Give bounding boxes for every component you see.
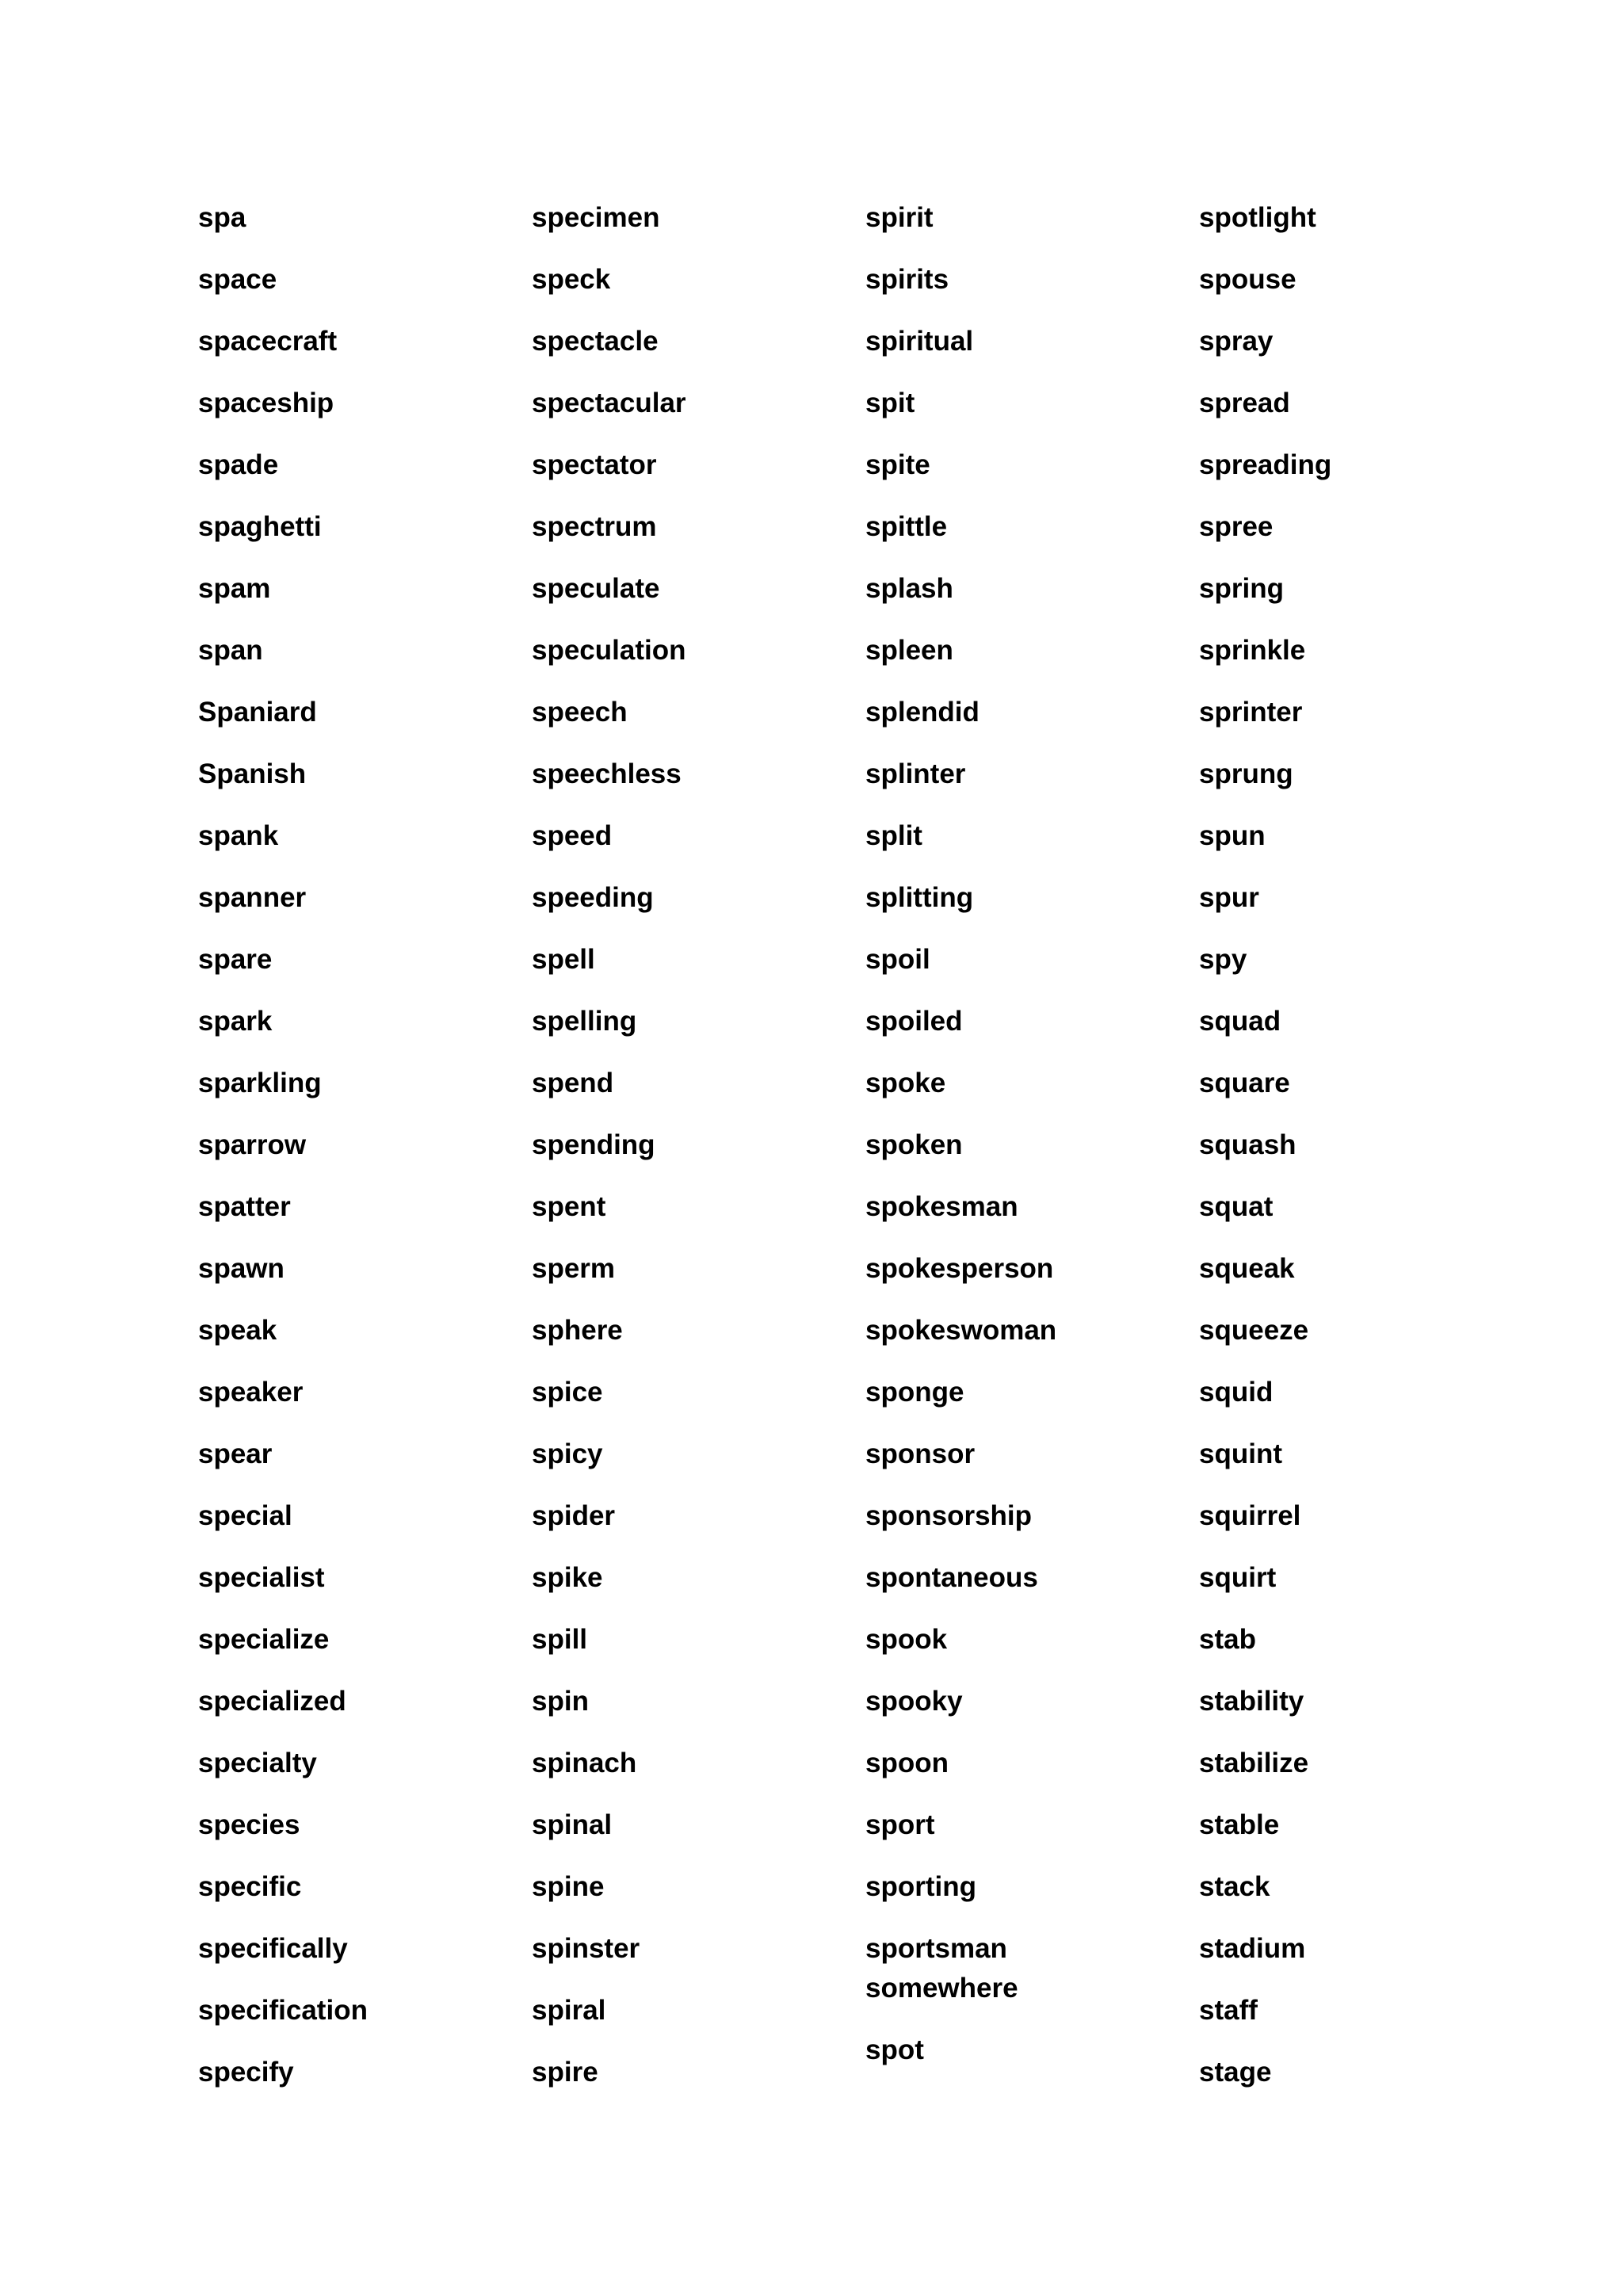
- word-item: spill: [532, 1624, 588, 1655]
- word-item: spreading: [1199, 449, 1332, 480]
- word-item: squirt: [1199, 1562, 1277, 1593]
- word-item: spook: [865, 1624, 948, 1655]
- word-item: squat: [1199, 1191, 1274, 1222]
- word-item: spice: [532, 1377, 603, 1408]
- word-item: specimen: [532, 202, 660, 233]
- word-item: spouse: [1199, 264, 1296, 295]
- word-item: spoon: [865, 1748, 949, 1778]
- word-item: spider: [532, 1500, 616, 1531]
- word-item: squirrel: [1199, 1500, 1301, 1531]
- word-item: squash: [1199, 1129, 1296, 1160]
- word-item: spelling: [532, 1006, 637, 1037]
- word-item: specialize: [198, 1624, 330, 1655]
- word-item: stabilize: [1199, 1748, 1309, 1778]
- word-column-1: [198, 200, 531, 2116]
- word-item: spot: [865, 2034, 924, 2065]
- word-item: square: [1199, 1068, 1290, 1098]
- word-item: speak: [198, 1315, 277, 1346]
- word-column-2: [532, 200, 865, 2116]
- word-item: speeding: [532, 882, 654, 913]
- word-item: speculate: [532, 573, 660, 604]
- word-item: specify: [198, 2057, 294, 2088]
- word-item: stack: [1199, 1871, 1270, 1902]
- word-item: speed: [532, 820, 613, 851]
- word-item: spicy: [532, 1438, 603, 1469]
- word-item: squeeze: [1199, 1315, 1309, 1346]
- word-item: spam: [198, 573, 271, 604]
- word-item: spy: [1199, 944, 1247, 975]
- word-item: splitting: [865, 882, 974, 913]
- word-item: spawn: [198, 1253, 285, 1284]
- word-item: splinter: [865, 758, 966, 789]
- word-item: sponsor: [865, 1438, 976, 1469]
- word-item: spade: [198, 449, 279, 480]
- word-item: sporting: [865, 1871, 976, 1902]
- word-item: splendid: [865, 697, 980, 728]
- word-item: spoken: [865, 1129, 963, 1160]
- word-item: spoiled: [865, 1006, 963, 1037]
- word-item: spent: [532, 1191, 606, 1222]
- word-item: spokeswoman: [865, 1315, 1057, 1346]
- word-item: spending: [532, 1129, 655, 1160]
- word-item: speechless: [532, 758, 682, 789]
- word-item: spotlight: [1199, 202, 1316, 233]
- word-item: Spanish: [198, 758, 307, 789]
- word-item: specific: [198, 1871, 302, 1902]
- word-column-3: [865, 200, 1198, 2094]
- word-item: spectator: [532, 449, 657, 480]
- word-item: spire: [532, 2057, 598, 2088]
- word-item: stable: [1199, 1809, 1280, 1840]
- word-item: spontaneous: [865, 1562, 1038, 1593]
- word-item: specialist: [198, 1562, 325, 1593]
- word-item: speaker: [198, 1377, 304, 1408]
- word-item: species: [198, 1809, 300, 1840]
- word-item: spinal: [532, 1809, 613, 1840]
- word-item: spectacular: [532, 388, 686, 418]
- word-item: sparkling: [198, 1068, 322, 1098]
- word-item: spray: [1199, 326, 1274, 357]
- word-item: specialized: [198, 1686, 346, 1717]
- word-item: spread: [1199, 388, 1290, 418]
- word-item: spectrum: [532, 511, 657, 542]
- word-item: squad: [1199, 1006, 1281, 1037]
- word-item: specification: [198, 1995, 368, 2026]
- word-item: speck: [532, 264, 611, 295]
- word-item: spark: [198, 1006, 273, 1037]
- word-item: spring: [1199, 573, 1284, 604]
- word-item: staff: [1199, 1995, 1258, 2026]
- word-item: spleen: [865, 635, 953, 666]
- word-item: spinster: [532, 1933, 640, 1964]
- word-item: spoke: [865, 1068, 946, 1098]
- word-item: spike: [532, 1562, 603, 1593]
- word-item: spatter: [198, 1191, 291, 1222]
- word-item: sphere: [532, 1315, 623, 1346]
- word-item: spare: [198, 944, 273, 975]
- word-item: squint: [1199, 1438, 1282, 1469]
- word-item: spaceship: [198, 388, 334, 418]
- word-item: sparrow: [198, 1129, 307, 1160]
- word-item: sponsorship: [865, 1500, 1033, 1531]
- word-item: splash: [865, 573, 953, 604]
- word-item: spell: [532, 944, 595, 975]
- word-item: Spaniard: [198, 697, 317, 728]
- word-item: spittle: [865, 511, 948, 542]
- word-item: sponge: [865, 1377, 964, 1408]
- word-item: spinach: [532, 1748, 637, 1778]
- word-item: spend: [532, 1068, 614, 1098]
- word-item: split: [865, 820, 922, 851]
- word-item: spooky: [865, 1686, 963, 1717]
- word-item: special: [198, 1500, 292, 1531]
- word-item: spiritual: [865, 326, 974, 357]
- word-item: sportsman: [865, 1933, 1007, 1964]
- word-item: stage: [1199, 2057, 1272, 2088]
- word-item: speech: [532, 697, 628, 728]
- word-item: spank: [198, 820, 279, 851]
- word-item: squid: [1199, 1377, 1274, 1408]
- word-item: specialty: [198, 1748, 317, 1778]
- word-item: space: [198, 264, 277, 295]
- word-item: specifically: [198, 1933, 348, 1964]
- word-item: spun: [1199, 820, 1266, 851]
- word-item: spit: [865, 388, 915, 418]
- word-item: spokesperson: [865, 1253, 1054, 1284]
- word-item: spaghetti: [198, 511, 322, 542]
- word-item: spokesman: [865, 1191, 1018, 1222]
- word-item: spirit: [865, 202, 934, 233]
- word-item: stability: [1199, 1686, 1304, 1717]
- word-item: spoil: [865, 944, 930, 975]
- word-item: stadium: [1199, 1933, 1306, 1964]
- word-item: spree: [1199, 511, 1274, 542]
- word-item: stab: [1199, 1624, 1256, 1655]
- word-item: spite: [865, 449, 930, 480]
- word-item: spectacle: [532, 326, 659, 357]
- word-item: spine: [532, 1871, 605, 1902]
- word-item: spur: [1199, 882, 1259, 913]
- word-column-4: [1199, 200, 1532, 2116]
- word-item: sperm: [532, 1253, 616, 1284]
- word-item: sprinter: [1199, 697, 1303, 728]
- word-item: spiral: [532, 1995, 606, 2026]
- word-item: sprinkle: [1199, 635, 1306, 666]
- word-item: spirits: [865, 264, 949, 295]
- word-item: spa: [198, 202, 246, 233]
- word-item: sport: [865, 1809, 935, 1840]
- word-item: squeak: [1199, 1253, 1295, 1284]
- word-item: somewhere: [865, 1973, 1018, 2004]
- word-item: spacecraft: [198, 326, 338, 357]
- word-item: spin: [532, 1686, 589, 1717]
- word-item: speculation: [532, 635, 686, 666]
- word-item: spear: [198, 1438, 273, 1469]
- word-item: sprung: [1199, 758, 1293, 789]
- word-item: span: [198, 635, 263, 666]
- word-item: spanner: [198, 882, 307, 913]
